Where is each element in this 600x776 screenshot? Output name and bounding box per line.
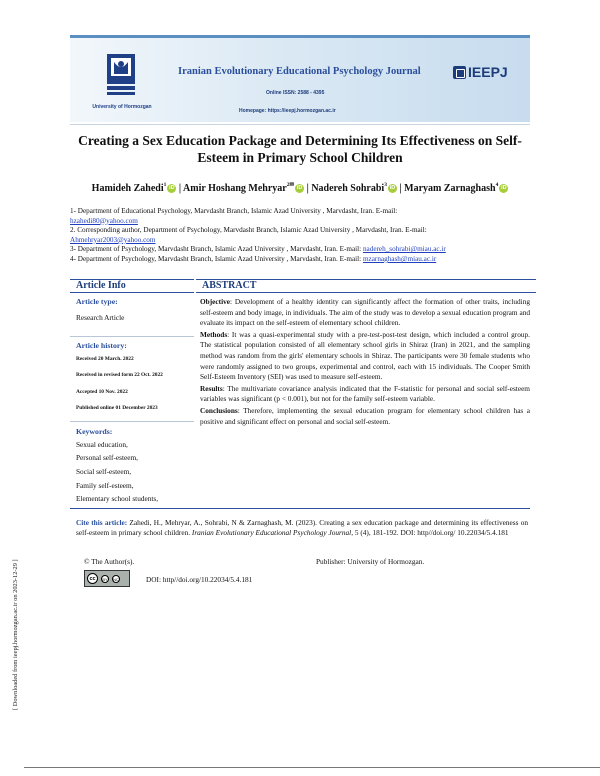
abstract-heading: ABSTRACT xyxy=(196,279,536,293)
download-stamp: [ Downloaded from ieepj.hormozgan.ac.ir on 2023-12-29 ] xyxy=(12,559,19,710)
author-list: Hamideh Zahedi$^1$ iD | Amir Hoshang Mehryar$^{2✉}$ iD | Nadereh Sohrabi$^3$ iD | Maryam Zarnaghash$^4$ iD xyxy=(91,182,507,194)
affiliation-text: 1- Department of Educational Psychology, Marvdasht Branch, Islamic Azad University , Marvdasht, Iran. E-mail: xyxy=(70,207,398,215)
author-sup: 1 xyxy=(163,182,167,188)
affiliation-text: 2. Corresponding author, Department of Psychology, Marvdasht Branch, Islamic Azad University , Marvdasht, Iran. E-mail: xyxy=(70,226,427,235)
side-divider xyxy=(70,336,194,337)
citation-text: Zahedi, H., Mehryar, A., Sohrabi, N & Zarnaghash, M. (2023). Creating a sex education package and determining its effectiveness on self-esteem in primary school children. xyxy=(76,518,529,538)
abstract-bottom-rule xyxy=(70,508,530,509)
keyword-item: Sexual education, xyxy=(76,440,128,449)
section-label: Conclusions xyxy=(200,405,238,415)
header-divider xyxy=(70,124,530,125)
doi-link[interactable]: DOI: http//doi.org/10.22034/5.4.181 xyxy=(146,575,253,584)
copyright-text: © The Author(s). xyxy=(84,557,135,566)
affiliation-3 xyxy=(70,245,530,255)
journal-logo xyxy=(453,64,508,80)
journal-abbrev: IEEPJ xyxy=(468,64,508,80)
section-text: : Therefore, implementing the sexual education program for elementary school children has a positive and significant effect on personal and social self-esteem. xyxy=(200,405,530,426)
author-sup: 4 xyxy=(495,182,499,188)
affiliations xyxy=(70,207,530,265)
cc-nc-icon: NC xyxy=(113,576,119,582)
article-history-label: Article history: xyxy=(76,341,127,350)
publisher-text: Publisher: University of Hormozgan. xyxy=(316,557,425,566)
keyword-item: Family self-esteem, xyxy=(76,481,134,490)
accepted-date: Accepted 10 Nov. 2022 xyxy=(76,389,128,395)
orcid-icon[interactable]: iD xyxy=(169,185,175,191)
homepage-link[interactable]: Homepage: https://ieepj.hormozgan.ac.ir xyxy=(239,108,336,114)
university-logo-icon xyxy=(90,50,152,104)
section-text: : Development of a healthy identity can significantly affect the formation of other traits, including self-esteem and body image, in individuals. The aim of the study was to develop a sexual education program and evaluate its impact on the self-esteem of elementary school children. xyxy=(200,297,530,328)
article-type-label: Article type: xyxy=(76,297,118,306)
affiliation-text: 3- Department of Psychology, Marvdasht Branch, Islamic Azad University , Marvdasht, Iran. E-mail: xyxy=(70,245,362,254)
email-link[interactable]: nadereh_sohrabi@miau.ac.ir xyxy=(362,245,446,254)
citation-text: , 5 (4), 181-192. DOI: http//doi.org/ 10.22034/5.4.181 xyxy=(351,528,509,538)
keyword-item: Elementary school students, xyxy=(76,494,159,503)
section-label: Results xyxy=(200,383,223,393)
orcid-icon[interactable]: iD xyxy=(501,185,507,191)
abstract-body xyxy=(200,297,530,428)
keyword-item: Social self-esteem, xyxy=(76,467,132,476)
received-date: Received 20 March. 2022 xyxy=(76,356,134,362)
paper-title: Creating a Sex Education Package and Determining Its Effectiveness on Self-Esteem in Primary School Children xyxy=(78,133,522,165)
orcid-icon[interactable]: iD xyxy=(389,185,396,191)
citation-label: Cite this article: xyxy=(76,518,128,527)
footer-rule xyxy=(24,767,600,768)
affiliation-4 xyxy=(70,255,530,265)
ieepj-mark-icon xyxy=(453,66,466,79)
affiliation-1 xyxy=(70,207,530,226)
university-name: University of Hormozgan xyxy=(92,104,152,110)
author-name: Hamideh Zahedi xyxy=(91,183,164,194)
section-label: Methods xyxy=(200,329,228,339)
revised-date: Received in revised form 22 Oct. 2022 xyxy=(76,372,163,378)
section-label: Objective xyxy=(200,297,230,306)
article-type-value: Research Article xyxy=(76,313,125,322)
citation-journal: Iranian Evolutionary Educational Psychology Journal xyxy=(191,528,352,538)
author-name: Maryam Zarnaghash xyxy=(404,183,496,194)
keyword-item: Personal self-esteem, xyxy=(76,453,139,462)
keywords-label: Keywords: xyxy=(76,427,113,436)
cc-license-badge[interactable] xyxy=(84,570,130,587)
side-divider xyxy=(70,421,194,422)
email-link[interactable]: mzarnaghash@miau.ac.ir xyxy=(362,254,437,263)
cc-by-icon: BY xyxy=(102,576,108,582)
affiliation-text: 4- Department of Psychology, Marvdasht Branch, Islamic Azad University , Marvdasht, Iran. E-mail: xyxy=(70,254,362,263)
journal-title: Iranian Evolutionary Educational Psychology Journal xyxy=(178,66,421,77)
citation-block xyxy=(76,518,528,539)
cc-icon: cc xyxy=(87,573,98,584)
issn-text: Online ISSN: 2588 - 4395 xyxy=(266,90,325,96)
article-info-heading: Article Info xyxy=(70,279,194,293)
abstract-results xyxy=(200,384,530,405)
affiliation-2 xyxy=(70,226,530,245)
abstract-methods xyxy=(200,330,530,383)
author-sup: 2✉ xyxy=(286,182,295,188)
author-name: Amir Hoshang Mehryar xyxy=(183,183,287,194)
orcid-icon[interactable]: iD xyxy=(296,185,303,191)
email-link[interactable]: hzahedi80@yahoo.com xyxy=(70,216,138,225)
abstract-objective xyxy=(200,297,530,329)
published-date: Published online 01 December 2023 xyxy=(76,405,158,411)
section-text: : The multivariate covariance analysis indicated that the F-statistic for personal and social self-esteem variables was significant (p < 0.001), but not for the family self-esteem variable. xyxy=(200,383,530,404)
author-sup: 3 xyxy=(384,182,387,188)
author-name: Nadereh Sohrabi xyxy=(311,183,385,194)
abstract-conclusions xyxy=(200,406,530,427)
section-text: : It was a quasi-experimental study with a pre-test-post-test design, which included a control group. The statistical population consisted of all elementary school girls in Shiraz (Iran) in 2021, and the sampling method was random from the girls' elementary schools in Shiraz. The participants were 30 female students who were randomly assigned to two groups, experimental and control, each with 15 individuals. The Cooper Smith Self-Esteem Inventory (SEI) was used to measure self-esteem. xyxy=(200,329,530,382)
email-link[interactable]: Ahmehryar2003@yahoo.com xyxy=(70,235,156,244)
